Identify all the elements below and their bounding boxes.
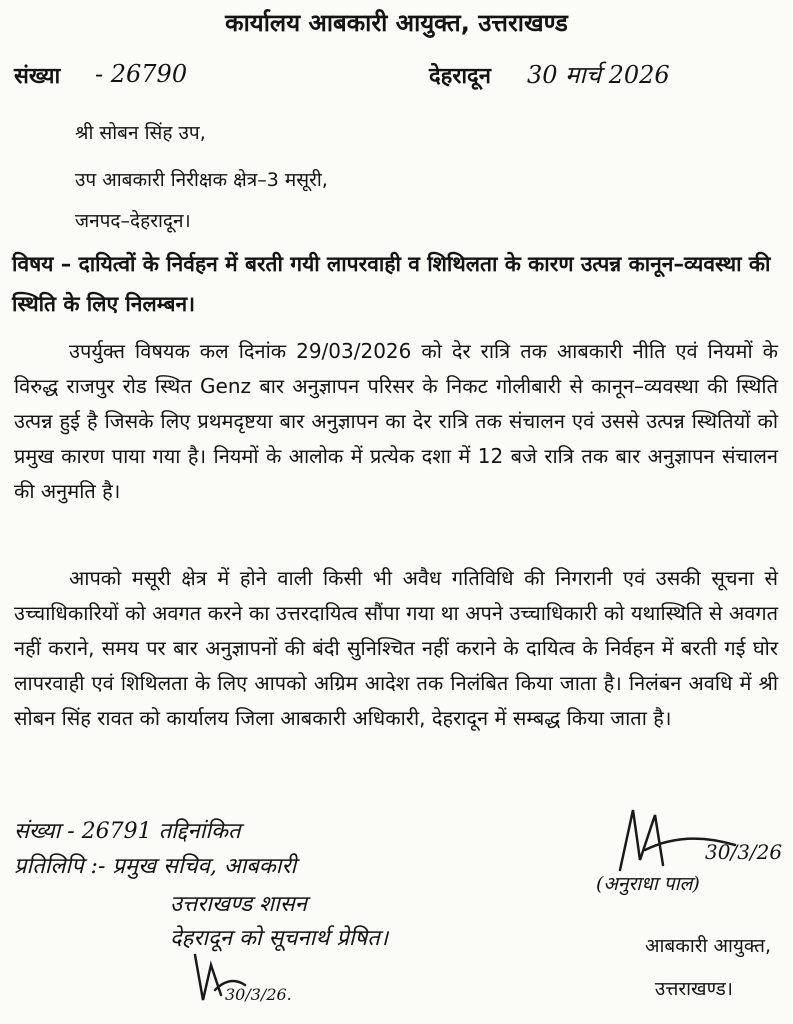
initial-signature xyxy=(185,945,275,1015)
body-paragraph-1: उपर्युक्त विषयक कल दिनांक 29/03/2026 को देर रात्रि तक आबकारी नीति एवं नियमों के विरुद्ध राजपुर रोड स्थित Genz बार अनुज्ञापन परिसर के निकट गोलीबारी से कानून–व्यवस्था की स्थिति उत्पन्न हुई है जिसके लिए प्रथमदृष्टया बार अनुज्ञापन का देर रात्रि तक संचालन एवं उससे उत्पन्न स्थितियों को प्रमुख कारण पाया गया है। नियमों के आलोक में प्रत्येक दशा में 12 बजे रात्रि तक बार अनुज्ञापन संचालन की अनुमति है। xyxy=(14,339,778,503)
subject-text: दायित्वों के निर्वहन में बरती गयी लापरवाही व शिथिलता के कारण उत्पन्न कानून–व्यवस्था की स्थिति के लिए निलम्बन। xyxy=(12,252,771,316)
office-header-title: कार्यालय आबकारी आयुक्त, उत्तराखण्ड xyxy=(225,9,568,37)
signature-date: 30/3/26 xyxy=(705,840,783,864)
letter-date: 30 मार्च 2026 xyxy=(527,61,670,89)
addressee-line-1: श्री सोबन सिंह उप, xyxy=(75,122,206,144)
copy-line-3: उत्तराखण्ड शासन xyxy=(170,892,307,917)
copy-line-4: देहरादून को सूचनार्थ प्रेषित। xyxy=(170,926,389,951)
copy-ref-line: संख्या - 26791 तद्दिनांकित xyxy=(14,819,241,844)
addressee-line-2: उप आबकारी निरीक्षक क्षेत्र–3 मसूरी, xyxy=(75,169,328,191)
addressee-line-3: जनपद–देहरादून। xyxy=(75,210,191,232)
place-label: देहरादून xyxy=(429,64,491,89)
signatory-name: (अनुराधा पाल) xyxy=(596,873,700,895)
ref-number-label: संख्या xyxy=(14,64,61,89)
copy-recipient: प्रमुख सचिव, आबकारी xyxy=(112,854,297,879)
body-paragraph-2: आपको मसूरी क्षेत्र में होने वाली किसी भी अवैध गतिविधि की निगरानी एवं उसकी सूचना से उच्चाधिकारियों को अवगत करने का उत्तरदायित्व सौंपा गया था अपने उच्चाधिकारी को यथास्थिति से अवगत नहीं कराने, समय पर बार अनुज्ञापनों की बंदी सुनिश्चित नहीं कराने के दायित्व के निर्वहन में बरती गई घोर लापरवाही एवं शिथिलता के लिए आपको अग्रिम आदेश तक निलंबित किया जाता है। निलंबन अवधि में श्री सोबन सिंह रावत को कार्यालय जिला आबकारी अधिकारी, देहरादून में सम्बद्ध किया जाता है। xyxy=(14,566,778,730)
designation-line-2: उत्तराखण्ड। xyxy=(654,978,733,1000)
subject-label: विषय – xyxy=(12,252,72,276)
ref-number-value: - 26790 xyxy=(95,60,188,88)
copy-recipient-line xyxy=(14,850,296,880)
initial-date: 30/3/26. xyxy=(225,985,292,1004)
copy-label: प्रतिलिपि :- xyxy=(14,854,106,879)
designation-line-1: आबकारी आयुक्त, xyxy=(644,935,771,957)
subject-block xyxy=(12,244,782,324)
